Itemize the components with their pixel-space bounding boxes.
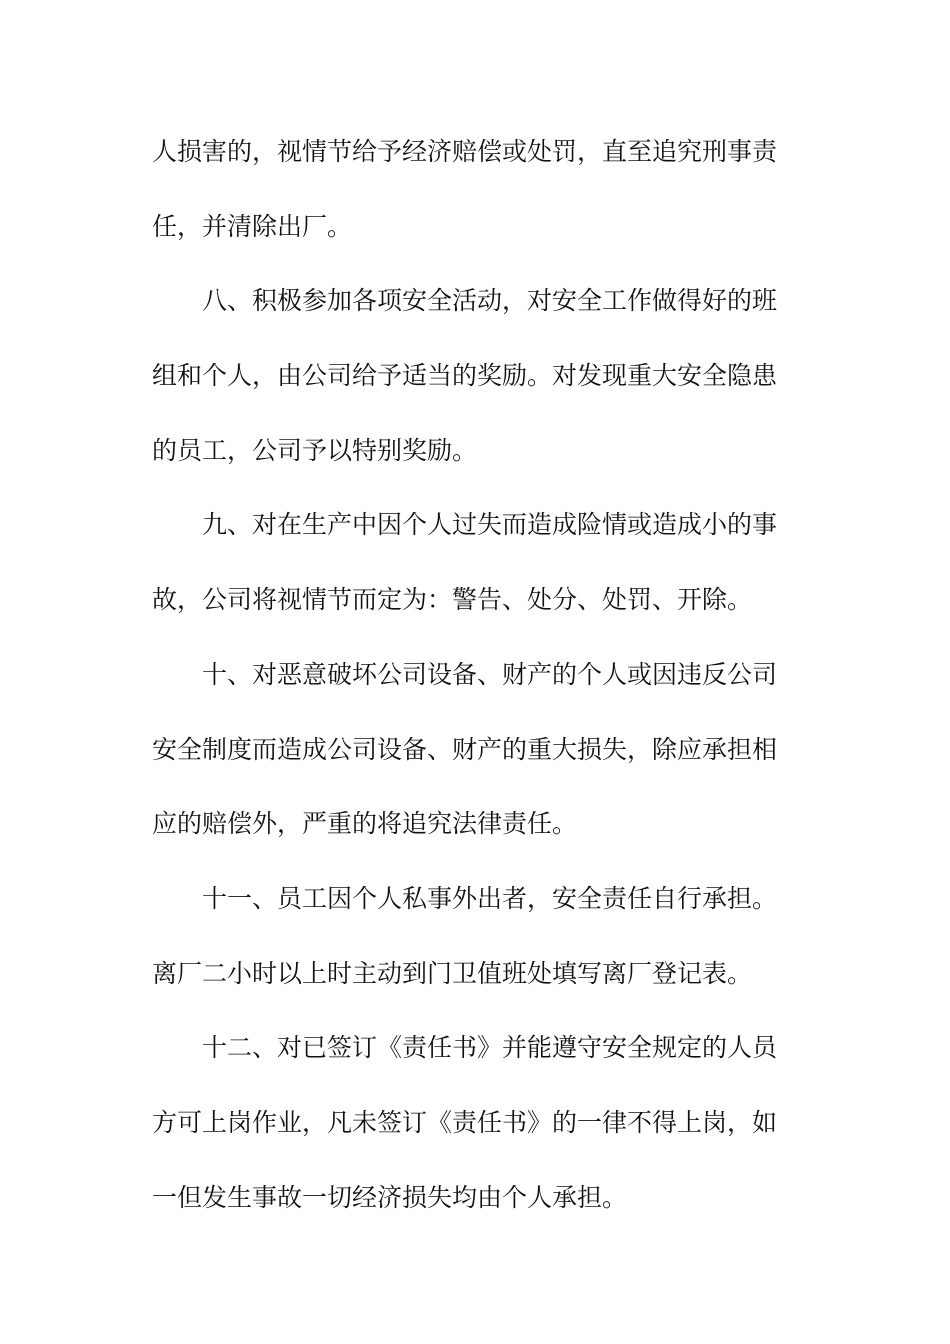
text-line: 八、积极参加各项安全活动，对安全工作做得好的班: [202, 286, 778, 316]
text-line: 十二、对已签订《责任书》并能遵守安全规定的人员: [202, 1033, 778, 1063]
document-body: [152, 115, 802, 1235]
text-line: 离厂二小时以上时主动到门卫值班处填写离厂登记表。: [152, 958, 753, 988]
text-line: 人损害的，视情节给予经济赔偿或处罚，直至追究刑事责: [152, 137, 778, 166]
text-line: 应的赔偿外，严重的将追究法律责任。: [152, 809, 578, 839]
text-line: 方可上岗作业，凡未签订《责任书》的一律不得上岗，如: [152, 1107, 778, 1137]
text-line: 故，公司将视情节而定为：警告、处分、处罚、开除。: [152, 585, 753, 615]
text-line: 十、对恶意破坏公司设备、财产的个人或因违反公司: [202, 659, 778, 689]
text-line: 十一、员工因个人私事外出者，安全责任自行承担。: [202, 883, 778, 913]
text-line: 安全制度而造成公司设备、财产的重大损失，除应承担相: [152, 734, 778, 764]
text-line: 九、对在生产中因个人过失而造成险情或造成小的事: [202, 510, 778, 540]
text-line: 一但发生事故一切经济损失均由个人承担。: [152, 1182, 628, 1212]
text-line: 任，并清除出厂。: [152, 211, 353, 241]
text-line: 组和个人，由公司给予适当的奖励。对发现重大安全隐患: [152, 361, 778, 391]
text-line: 的员工，公司予以特别奖励。: [152, 435, 478, 465]
